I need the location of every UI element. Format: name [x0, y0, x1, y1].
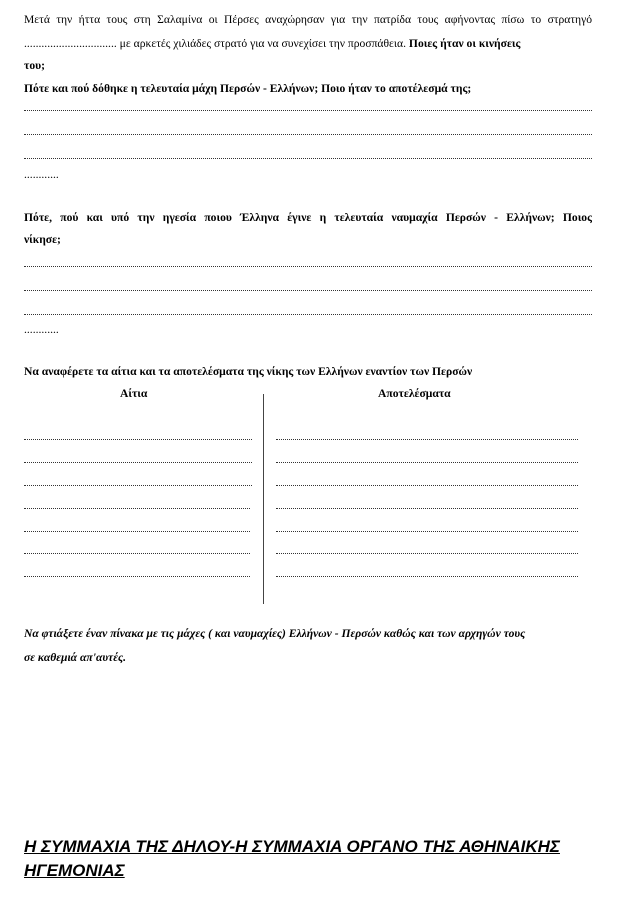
causes-answer-line[interactable] — [24, 475, 252, 486]
answer-line[interactable] — [24, 304, 592, 315]
results-answer-line[interactable] — [276, 475, 578, 486]
causes-answer-line[interactable] — [24, 452, 252, 463]
q1-line1: Μετά την ήττα τους στη Σαλαμίνα οι Πέρσες αναχώρησαν για την πατρίδα τους αφήνοντας πίσω το στρατηγό — [24, 13, 592, 26]
answer-line[interactable] — [24, 100, 592, 111]
causes-answer-line[interactable] — [24, 498, 250, 509]
results-answer-line[interactable] — [276, 543, 578, 554]
section-title-line1: Η ΣΥΜΜΑΧΙΑ ΤΗΣ ΔΗΛΟΥ-Η ΣΥΜΜΑΧΙΑ ΟΡΓΑΝΟ ΤΗΣ ΑΘΗΝΑΙΚΗΣ — [24, 837, 560, 856]
q2-question: Πότε και πού δόθηκε η τελευταία μάχη Περσών - Ελλήνων; Ποιο ήταν το αποτέλεσμά της; — [24, 82, 472, 95]
q1-line3: του; — [24, 59, 46, 72]
causes-answer-line[interactable] — [24, 543, 250, 554]
answer-line[interactable] — [24, 256, 592, 267]
q5-line1: Να φτιάξετε έναν πίνακα με τις μάχες ( και ναυμαχίες) Ελλήνων - Περσών καθώς και των αρχηγών τους — [24, 627, 526, 640]
q4-question: Να αναφέρετε τα αίτια και τα αποτελέσματα της νίκης των Ελλήνων εναντίον των Περσών — [24, 365, 473, 378]
column-divider — [263, 394, 264, 604]
answer-line[interactable] — [24, 148, 592, 159]
q3-line1: Πότε, πού και υπό την ηγεσία ποιου Έλληνα έγινε η τελευταία ναυμαχία Περσών - Ελλήνων; Ποιος — [24, 211, 592, 224]
results-answer-line[interactable] — [276, 566, 578, 577]
q5-line2: σε καθεμιά απ'αυτές. — [24, 651, 127, 664]
answer-line[interactable] — [24, 124, 592, 135]
causes-answer-line[interactable] — [24, 521, 250, 532]
results-answer-line[interactable] — [276, 498, 578, 509]
q1-line2-text: με αρκετές χιλιάδες στρατό για να συνεχίσει την προσπάθεια. — [116, 37, 407, 50]
column-header-results: Αποτελέσματα — [378, 387, 451, 400]
causes-answer-line[interactable] — [24, 429, 252, 440]
results-answer-line[interactable] — [276, 429, 578, 440]
causes-answer-line[interactable] — [24, 566, 250, 577]
results-answer-line[interactable] — [276, 521, 578, 532]
q1-blank: ................................ — [24, 37, 117, 50]
q3-short-dots: ............ — [24, 323, 59, 336]
section-title-line2: ΗΓΕΜΟΝΙΑΣ — [24, 861, 125, 880]
q2-short-dots: ............ — [24, 168, 59, 181]
q3-line2: νίκησε; — [24, 233, 61, 246]
q1-line2-bold: Ποιες ήταν οι κινήσεις — [406, 37, 521, 50]
column-header-causes: Αίτια — [120, 387, 148, 400]
q1-line2 — [24, 37, 592, 51]
results-answer-line[interactable] — [276, 452, 578, 463]
answer-line[interactable] — [24, 280, 592, 291]
